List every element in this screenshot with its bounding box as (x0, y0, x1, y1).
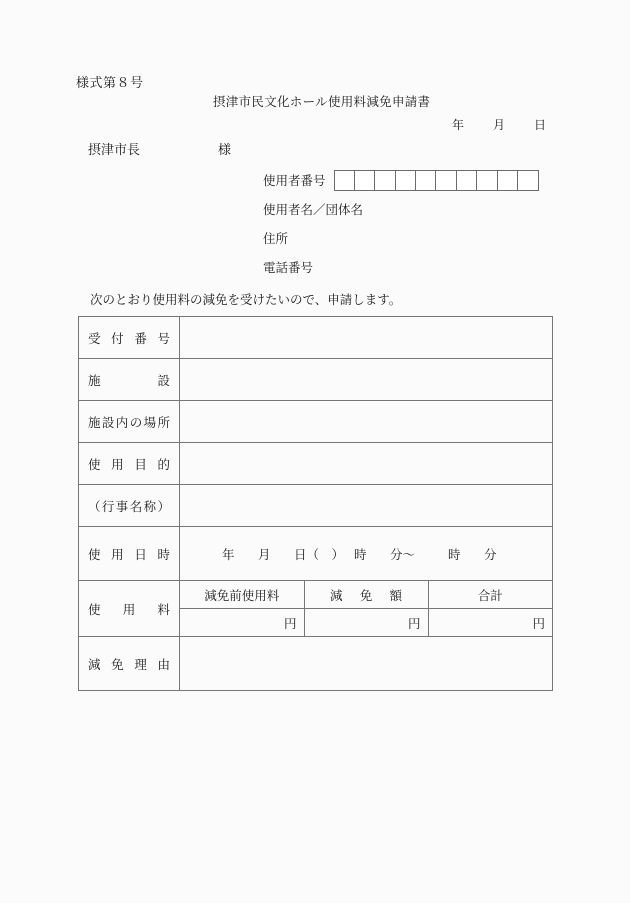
datetime-minute-start: 分～ (390, 547, 416, 562)
table-row-receipt-number (79, 317, 553, 359)
label-reason: 減免理由 (79, 637, 180, 691)
label-datetime: 使用日時 (79, 527, 180, 581)
user-name-label: 使用者名／団体名 (263, 202, 364, 217)
date-year-label: 年 (452, 118, 465, 132)
addressee-name: 摂津市長 (88, 142, 141, 157)
table-row-event-name (79, 485, 553, 527)
user-number-cell[interactable] (355, 171, 375, 190)
value-facility[interactable] (180, 359, 553, 401)
user-number-cell[interactable] (498, 171, 518, 190)
fee-value-before[interactable]: 円 (283, 616, 297, 631)
addressee (88, 139, 231, 158)
value-place-in-facility[interactable] (180, 401, 553, 443)
value-receipt-number[interactable] (180, 317, 553, 359)
label-place-in-facility: 施設内の場所 (79, 401, 180, 443)
value-reason[interactable] (180, 637, 553, 691)
applicant-block (263, 166, 539, 282)
fee-header-before: 減免前使用料 (180, 581, 304, 609)
datetime-blanks (180, 545, 552, 563)
label-receipt-number: 受付番号 (79, 317, 180, 359)
fee-sub-table (180, 581, 552, 636)
date-day-label: 日 (534, 118, 547, 132)
value-datetime[interactable] (180, 527, 553, 581)
addressee-honorific: 様 (218, 142, 232, 157)
address-label: 住所 (263, 231, 289, 246)
label-fee: 使用料 (79, 581, 180, 637)
fee-header-row (180, 581, 552, 609)
fee-header-total: 合計 (428, 581, 552, 609)
datetime-year: 年 (222, 547, 235, 562)
user-number-input[interactable] (334, 170, 540, 191)
address-row (263, 224, 539, 253)
datetime-day: 日（ ） (294, 547, 345, 562)
phone-row (263, 253, 539, 282)
user-number-cell[interactable] (436, 171, 456, 190)
fee-value-reduction[interactable]: 円 (304, 609, 428, 637)
user-number-cell[interactable] (518, 171, 538, 190)
page-title: 摂津市民文化ホール使用料減免申請書 (213, 95, 431, 109)
user-number-label: 使用者番号 (263, 173, 326, 188)
user-name-row (263, 195, 539, 224)
fee-header-reduction: 減免額 (304, 581, 428, 609)
value-fee (180, 581, 553, 637)
user-number-cell[interactable] (457, 171, 477, 190)
user-number-cell[interactable] (396, 171, 416, 190)
form-number-label: 様式第８号 (76, 75, 144, 90)
datetime-hour-end: 時 (448, 547, 461, 562)
intro-sentence: 次のとおり使用料の減免を受けたいので、申請します。 (90, 293, 402, 307)
user-number-cell[interactable] (375, 171, 395, 190)
user-number-cell[interactable] (416, 171, 436, 190)
table-row-datetime (79, 527, 553, 581)
label-event-name: （行事名称） (79, 485, 180, 527)
fee-value-row (180, 609, 552, 637)
date-month-label: 月 (493, 118, 506, 132)
user-number-cell[interactable] (335, 171, 355, 190)
fee-value-total[interactable]: 円 (428, 609, 552, 637)
phone-label: 電話番号 (263, 260, 314, 275)
table-row-place-in-facility (79, 401, 553, 443)
user-number-cell[interactable] (477, 171, 497, 190)
application-table (78, 316, 553, 691)
datetime-month: 月 (258, 547, 271, 562)
table-row-reason (79, 637, 553, 691)
label-facility: 施設 (79, 359, 180, 401)
user-number-row (263, 166, 539, 195)
datetime-minute-end: 分 (484, 547, 497, 562)
value-purpose[interactable] (180, 443, 553, 485)
date-line (452, 116, 546, 133)
table-row-purpose (79, 443, 553, 485)
table-row-fee (79, 581, 553, 637)
datetime-hour-start: 時 (354, 547, 367, 562)
value-event-name[interactable] (180, 485, 553, 527)
label-purpose: 使用目的 (79, 443, 180, 485)
table-row-facility (79, 359, 553, 401)
